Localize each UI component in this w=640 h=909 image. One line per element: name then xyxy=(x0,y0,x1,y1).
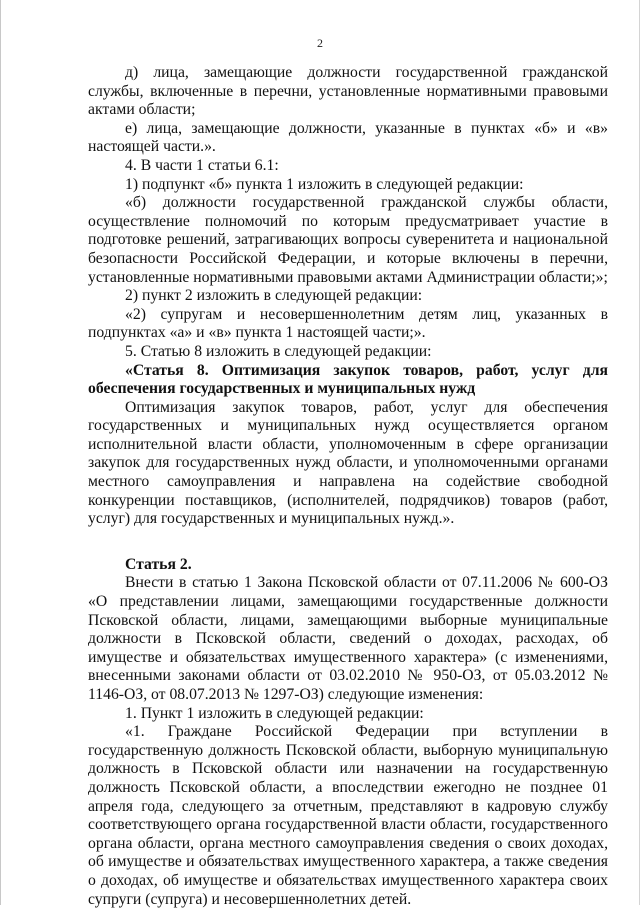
article-2-intro: Внести в статью 1 Закона Псковской области от 07.11.2006 № 600-ОЗ «О представлении лицами, замещающими государственные должности Псковской области, лицами, замещающими выборные муниципальные должности в Псковской области, сведений о доходах, расходах, об имуществе и обязательствах имущественного характера» (с изменениями, внесенными законами области от 03.02.2010 № 950-ОЗ, от 05.03.2012 № 1146-ОЗ, от 08.07.2013 № 1297-ОЗ) следующие изменения: xyxy=(88,574,608,703)
paragraph-subpoint-2: 2) пункт 2 изложить в следующей редакции: xyxy=(125,287,423,305)
article-8-heading: «Статья 8. Оптимизация закупок товаров, работ, услуг для обеспечения государственных и муниципальных нужд xyxy=(88,361,608,398)
paragraph-point-5: 5. Статью 8 изложить в следующей редакции: xyxy=(125,342,432,360)
article-2-point-1: 1. Пункт 1 изложить в следующей редакции: xyxy=(125,704,424,722)
article-2-point-1-text: «1. Граждане Российской Федерации при вступлении в государственную должность Псковской области, выборную муниципальную должность в Псковской области или назначении на государственную должность Псковской области, а впоследствии ежегодно не позднее 01 апреля года, следующего за отчетным, представляют в кадровую службу соответствующего органа государственной власти области, государственного органа области, органа местного самоуправления сведения о своих доходах, об имуществе и обязательствах имущественного характера, а также сведения о доходах, об имуществе и обязательствах имущественного характера своих супруги (супруга) и несовершеннолетних детей. xyxy=(88,723,608,908)
paragraph-subpoint-2-text: «2) супругам и несовершеннолетним детям лиц, указанных в подпунктах «а» и «в» пункта 1 настоящей части;». xyxy=(88,305,608,342)
paragraph-point-4: 4. В части 1 статьи 6.1: xyxy=(125,156,279,174)
section-gap xyxy=(88,529,608,556)
page-number: 2 xyxy=(317,36,323,50)
paragraph-subpoint-b-text: «б) должности государственной гражданской службы области, осуществление полномочий по которым предусматривает участие в подготовке решений, затрагивающих вопросы суверенитета и национальной безопасности Российской Федерации, и которые включены в перечни, установленные нормативными правовыми актами Администрации области;»; xyxy=(88,194,608,286)
paragraph-item-d: д) лица, замещающие должности государственной гражданской службы, включенные в перечни, установленные нормативными правовыми актами области; xyxy=(88,64,608,119)
page-left-edge xyxy=(0,0,1,905)
paragraph-subpoint-1: 1) подпункт «б» пункта 1 изложить в следующей редакции: xyxy=(125,175,524,193)
paragraph-item-e: е) лица, замещающие должности, указанные в пунктах «б» и «в» настоящей части.». xyxy=(88,119,608,156)
article-8-text: Оптимизация закупок товаров, работ, услуг для обеспечения государственных и муниципальных нужд осуществляется органом исполнительной власти области, уполномоченным в сфере организации закупок для государственных нужд области, и уполномоченными органами местного самоуправления и направлена на содействие свободной конкуренции поставщиков, (исполнителей, подрядчиков) товаров (работ, услуг) для государственных и муниципальных нужд.». xyxy=(88,398,608,528)
article-2-heading: Статья 2. xyxy=(125,555,192,573)
document-body xyxy=(88,64,608,909)
